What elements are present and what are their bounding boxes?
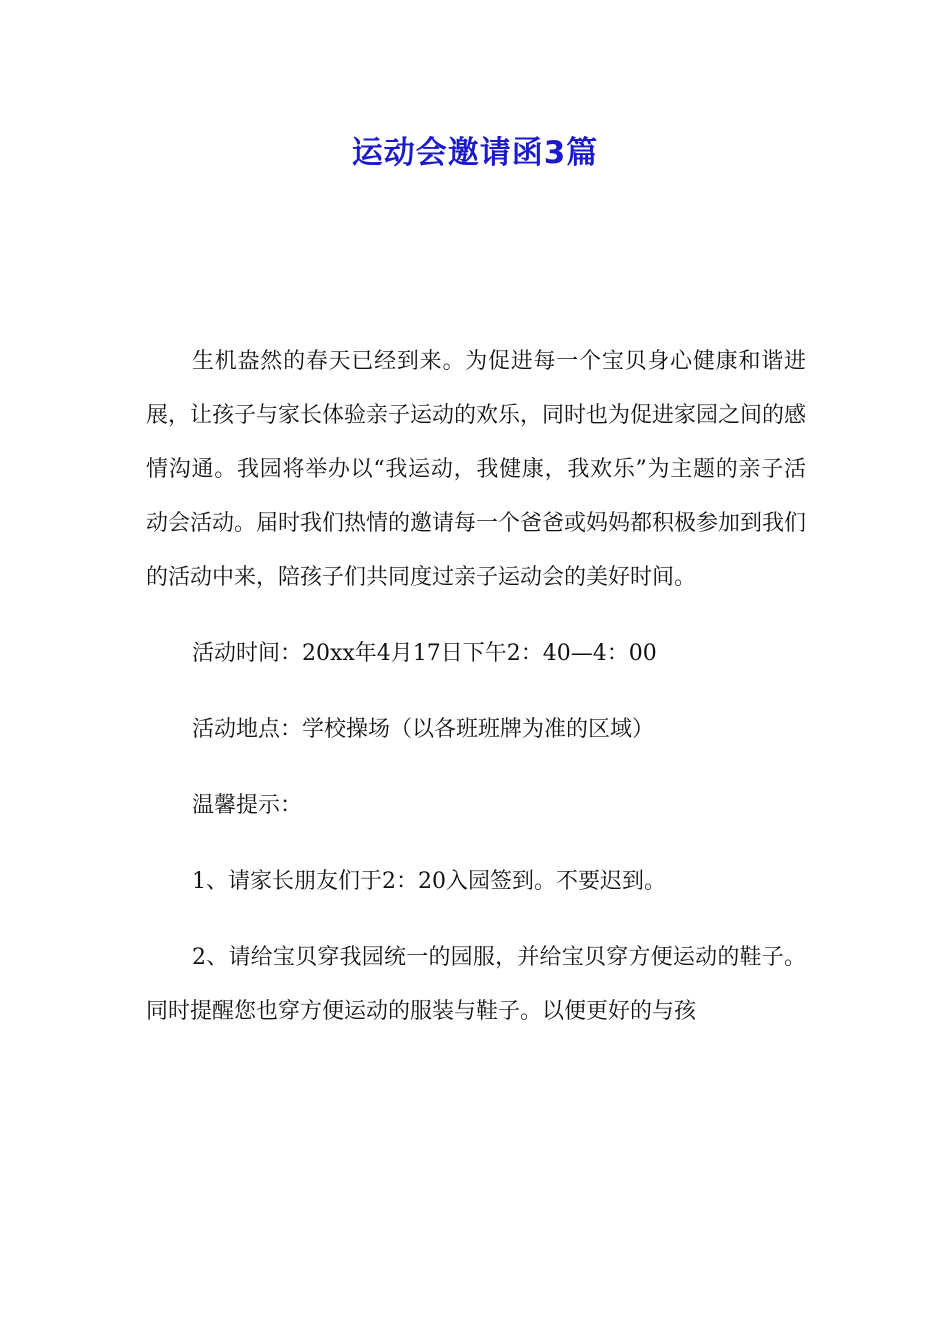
intro-paragraph: 生机盎然的春天已经到来。为促进每一个宝贝身心健康和谐进展，让孩子与家长体验亲子运动的欢乐，同时也为促进家园之间的感情沟通。我园将举办以“我运动，我健康，我欢乐”为主题的亲子活动会活动。届时我们热情的邀请每一个爸爸或妈妈都积极参加到我们的活动中来，陪孩子们共同度过亲子运动会的美好时间。: [146, 349, 807, 590]
tip-1-paragraph: 1、请家长朋友们于2：20入园签到。不要迟到。: [192, 869, 666, 894]
document-body: [146, 335, 806, 1061]
tip-2-paragraph: 2、请给宝贝穿我园统一的园服，并给宝贝穿方便运动的鞋子。同时提醒您也穿方便运动的服装与鞋子。以便更好的与孩: [146, 945, 806, 1024]
event-location-paragraph: 活动地点：学校操场（以各班班牌为准的区域）: [192, 717, 655, 742]
tips-heading-paragraph: 温馨提示：: [192, 793, 303, 818]
event-time-paragraph: 活动时间：20xx年4月17日下午2：40—4：00: [192, 641, 657, 666]
document-title: 运动会邀请函3篇: [351, 135, 599, 171]
